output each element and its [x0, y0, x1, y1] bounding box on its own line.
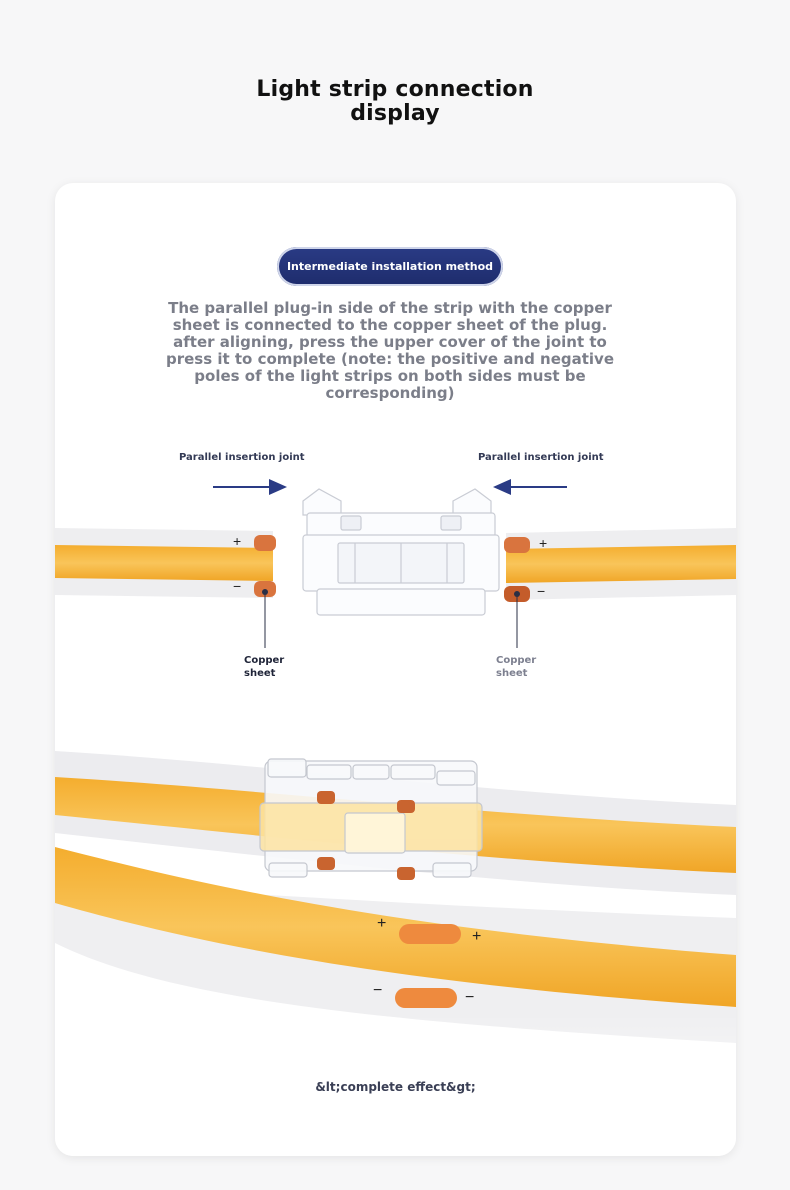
- curved-plus-right: +: [472, 928, 482, 945]
- right-copper-line1: Copper: [496, 655, 537, 666]
- curved-minus-left: −: [373, 982, 383, 999]
- left-plus-sign: +: [233, 533, 242, 549]
- effect-caption: &lt;complete effect&gt;: [315, 1080, 476, 1094]
- method-badge: Intermediate installation method: [277, 247, 503, 286]
- right-copper-label: [496, 654, 536, 680]
- connector-open: [303, 489, 499, 615]
- content-card: [55, 183, 736, 1156]
- left-pointing-arrow-icon: [493, 479, 567, 495]
- right-pointing-arrow-icon: [213, 479, 287, 495]
- joint-copper-4: [397, 867, 415, 880]
- connector-closed: [260, 759, 482, 877]
- right-joint-label: Parallel insertion joint: [478, 452, 604, 463]
- curved-copper-plus: [399, 924, 461, 944]
- left-copper-label: [244, 654, 284, 680]
- right-copper-plus: [504, 537, 530, 553]
- left-joint-label: Parallel insertion joint: [179, 452, 305, 463]
- left-minus-sign: −: [233, 578, 242, 594]
- joint-copper-2: [397, 800, 415, 813]
- curved-plus-left: +: [377, 915, 387, 932]
- right-copper-line2: sheet: [496, 668, 528, 679]
- page-title: [0, 78, 790, 126]
- joint-copper-1: [317, 791, 335, 804]
- description: The parallel plug-in side of the strip with the copper sheet is connected to the copper sheet of the plug. after aligning, press the upper cover of the joint to press it to complete (note: the positive and negative poles of the light strips on both sides must be corresponding): [165, 299, 615, 402]
- curved-minus-right: −: [465, 989, 475, 1006]
- left-copper-line1: Copper: [244, 655, 285, 666]
- joint-copper-3: [317, 857, 335, 870]
- right-plus-sign: +: [539, 535, 548, 551]
- page-title-line1: Light strip connection: [256, 77, 534, 102]
- left-strip: [55, 528, 276, 648]
- right-minus-sign: −: [537, 583, 546, 599]
- left-copper-plus: [254, 535, 276, 551]
- curved-copper-minus: [395, 988, 457, 1008]
- page-title-line2: display: [350, 101, 440, 126]
- left-copper-line2: sheet: [244, 668, 276, 679]
